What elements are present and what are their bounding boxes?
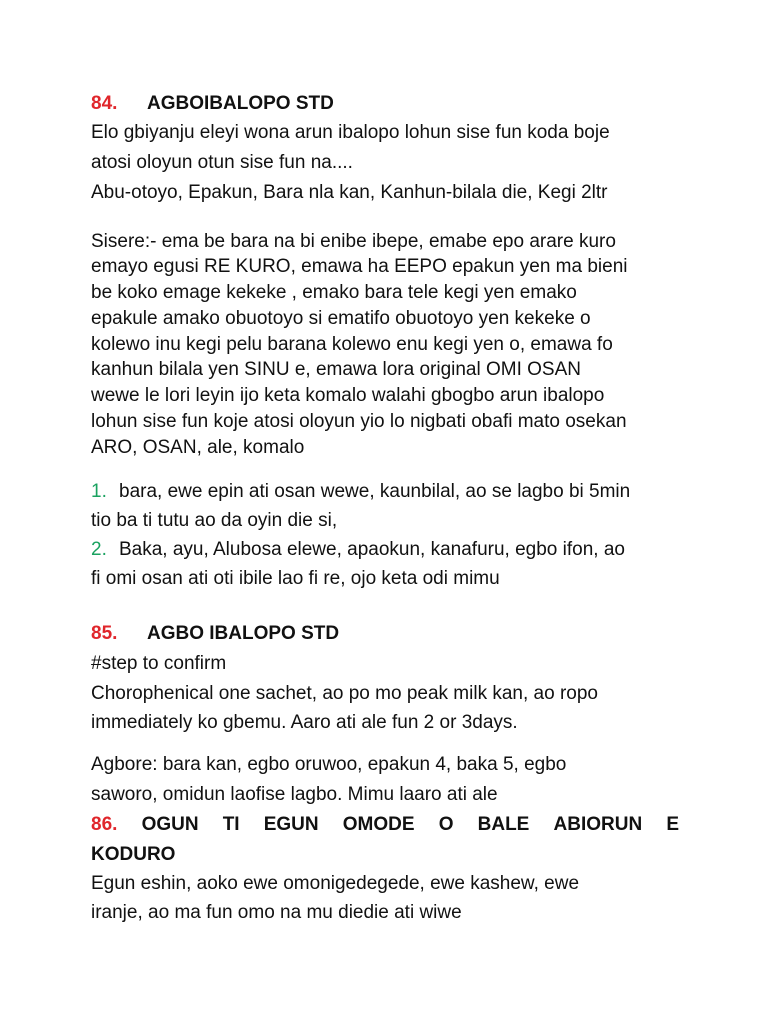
paragraph-line: Chorophenical one sachet, ao po mo peak milk kan, ao ropo <box>91 683 598 704</box>
paragraph-line: #step to confirm <box>91 653 227 674</box>
paragraph-line: epakule amako obuotoyo si ematifo obuotoyo yen kekeke o <box>91 308 591 329</box>
paragraph-line: emayo egusi RE KURO, emawa ha EEPO epakun yen ma bieni <box>91 256 628 277</box>
paragraph-line: be koko emage kekeke , emako bara tele kegi yen emako <box>91 282 577 303</box>
title-word: OMODE <box>342 814 415 835</box>
paragraph-line: saworo, omidun laofise lagbo. Mimu laaro ati ale <box>91 784 498 805</box>
title-word: ABIORUN <box>553 814 643 835</box>
title-word: TI <box>222 814 240 835</box>
section-85-heading <box>91 622 679 646</box>
section-number: 85. <box>91 623 118 644</box>
title-word: OGUN <box>141 814 199 835</box>
paragraph-line: lohun sise fun koje atosi oloyun yio lo nigbati obafi mato osekan <box>91 411 627 432</box>
list-item-text: Baka, ayu, Alubosa elewe, apaokun, kanafuru, egbo ifon, ao <box>119 539 625 560</box>
section-number: 84. <box>91 93 118 114</box>
title-word: E <box>666 814 679 835</box>
paragraph-line: Elo gbiyanju eleyi wona arun ibalopo lohun sise fun koda boje <box>91 122 610 143</box>
section-title-continuation: KODURO <box>91 844 176 865</box>
title-word: EGUN <box>263 814 319 835</box>
list-item-continuation: fi omi osan ati oti ibile lao fi re, ojo keta odi mimu <box>91 568 500 589</box>
title-word: BALE <box>477 814 530 835</box>
list-marker: 1. <box>91 481 107 502</box>
list-item-2 <box>91 538 679 562</box>
list-marker: 2. <box>91 539 107 560</box>
paragraph-line: wewe le lori leyin ijo keta komalo walahi gbogbo arun ibalopo <box>91 385 605 406</box>
paragraph-line: Abu-otoyo, Epakun, Bara nla kan, Kanhun-bilala die, Kegi 2ltr <box>91 182 608 203</box>
paragraph-line: Egun eshin, aoko ewe omonigedegede, ewe kashew, ewe <box>91 873 580 894</box>
list-item-continuation: tio ba ti tutu ao da oyin die si, <box>91 510 338 531</box>
list-item-text: bara, ewe epin ati osan wewe, kaunbilal, ao se lagbo bi 5min <box>119 481 631 502</box>
paragraph-line: kanhun bilala yen SINU e, emawa lora original OMI OSAN <box>91 359 582 380</box>
title-word: O <box>438 814 454 835</box>
paragraph-line: ARO, OSAN, ale, komalo <box>91 437 305 458</box>
section-84-heading <box>91 92 679 116</box>
section-86-heading <box>91 813 679 837</box>
paragraph-line: Agbore: bara kan, egbo oruwoo, epakun 4, baka 5, egbo <box>91 754 567 775</box>
paragraph-line: immediately ko gbemu. Aaro ati ale fun 2 or 3days. <box>91 712 518 733</box>
paragraph-line: Sisere:- ema be bara na bi enibe ibepe, emabe epo arare kuro <box>91 231 616 252</box>
section-title: AGBO IBALOPO STD <box>147 623 340 644</box>
paragraph-line: iranje, ao ma fun omo na mu diedie ati wiwe <box>91 902 462 923</box>
list-item-1 <box>91 480 679 504</box>
section-title: AGBOIBALOPO STD <box>147 93 334 114</box>
paragraph-line: atosi oloyun otun sise fun na.... <box>91 152 353 173</box>
section-number: 86. <box>91 814 118 835</box>
paragraph-line: kolewo inu kegi pelu barana kolewo enu kegi yen o, emawa fo <box>91 334 613 355</box>
